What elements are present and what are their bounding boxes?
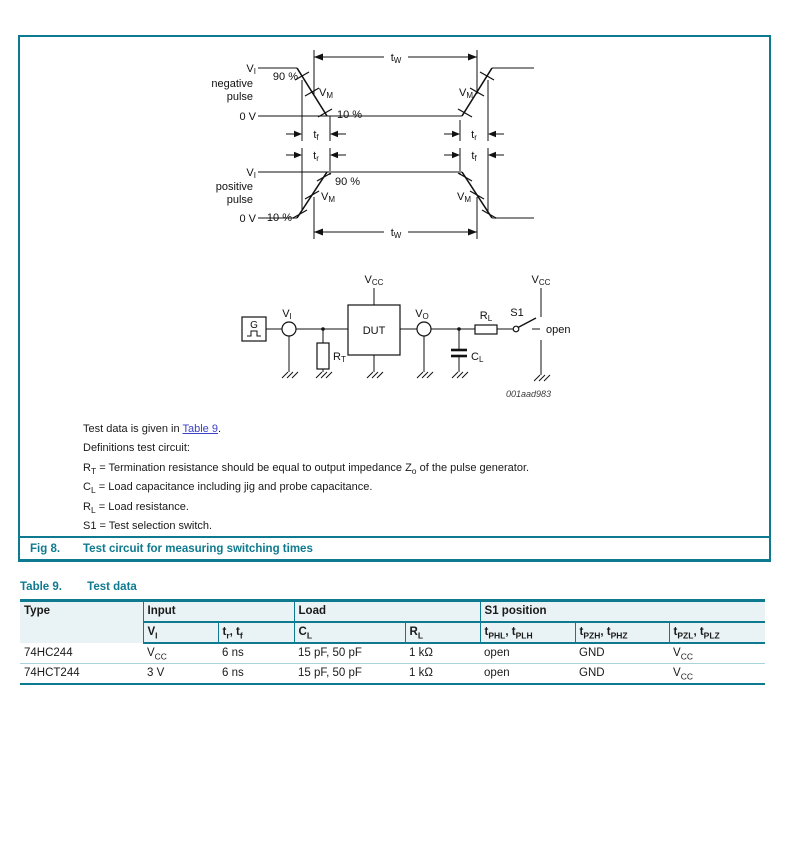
table-9-section: [20, 581, 765, 685]
cell-rl: 1 kΩ: [405, 664, 480, 685]
cl-capacitor: [451, 350, 467, 356]
header-tpzh-tphz: $t_{PZH}$, $t_{PHZ}$: [575, 622, 669, 643]
pct10-label-neg: 10 %: [337, 109, 363, 121]
positive-label: positive: [215, 181, 253, 193]
zero-volt-label-neg: 0 V: [239, 111, 256, 123]
test-circuit-diagram: [20, 37, 769, 415]
negative-pulse-label: pulse: [226, 91, 253, 103]
cell-vi: $V_{CC}$: [143, 643, 218, 664]
table-title-number: Table 9.: [20, 581, 62, 593]
vm-label-neg-rise: VM: [458, 87, 473, 100]
header-tr-tf: $t_r$, $t_f$: [218, 622, 294, 643]
tr-label-neg: tr: [471, 129, 477, 142]
cell-tr-tf: 6 ns: [218, 643, 294, 664]
note-text: .: [217, 423, 222, 435]
test-circuit-schematic: [242, 274, 570, 399]
ground-icon: [367, 372, 383, 378]
header-vi: $V_I$: [143, 622, 218, 643]
header-tpzl-tplz: $t_{PZL}$, $t_{PLZ}$: [669, 622, 765, 643]
rt-label: RT: [333, 351, 346, 364]
cell-tpzh: GND: [575, 664, 669, 685]
cell-tphl: open: [480, 643, 575, 664]
note-cl: $C_L$ = Load capacitance including jig and probe capacitance.: [83, 481, 373, 496]
cell-type: 74HC244: [20, 643, 143, 664]
cell-vi: 3 V: [143, 664, 218, 685]
table-group-header-row: [20, 601, 765, 623]
rt-resistor: [317, 343, 329, 369]
negative-label: negative: [211, 78, 253, 90]
figure-8-box: [18, 35, 771, 562]
tf-label-neg: tf: [313, 129, 319, 142]
vm-label-pos-rise: VM: [321, 191, 336, 204]
note-definitions: Definitions test circuit:: [83, 442, 190, 455]
dut-label: DUT: [362, 325, 386, 337]
pct90-label-pos: 90 %: [335, 176, 361, 188]
header-tphl-tplh: $t_{PHL}$, $t_{PLH}$: [480, 622, 575, 643]
table-title: [20, 581, 765, 593]
table-row: [20, 643, 765, 664]
header-rl: $R_L$: [405, 622, 480, 643]
ground-icon: [316, 372, 332, 378]
test-data-table: [20, 599, 765, 685]
header-s1-position: S1 position: [480, 601, 765, 623]
pct10-label-pos: 10 %: [266, 212, 292, 224]
vm-label-pos-fall: VM: [456, 191, 471, 204]
figure-watermark: 001aad983: [506, 389, 552, 399]
tw-label-neg: tW: [390, 52, 402, 65]
ground-icon: [282, 372, 298, 378]
figure-caption-number: Fig 8.: [30, 542, 61, 555]
header-input: Input: [143, 601, 294, 623]
ground-icon: [417, 372, 433, 378]
vo-probe: [417, 322, 431, 336]
note-rl: $R_L$ = Load resistance.: [83, 500, 189, 515]
cell-cl: 15 pF, 50 pF: [294, 643, 405, 664]
s1-switch-blade: [518, 318, 536, 328]
header-load: Load: [294, 601, 480, 623]
cell-tpzl: $V_{CC}$: [669, 664, 765, 685]
note-rt: $R_T$ = Termination resistance should be equal to output impedance $Z_o$ of the pulse generator.: [83, 461, 530, 476]
pct90-label-neg: 90 %: [272, 71, 298, 83]
s1-label: S1: [510, 307, 524, 319]
cell-tphl: open: [480, 664, 575, 685]
note-s1: S1 = Test selection switch.: [83, 520, 213, 533]
tf-label-pos: tf: [471, 150, 477, 163]
figure-caption-text: Test circuit for measuring switching times: [83, 542, 313, 555]
vcc-label-dut: VCC: [364, 274, 384, 287]
negative-pulse-waveform: [211, 50, 534, 142]
tw-label-pos: tW: [390, 227, 402, 240]
generator-label: G: [250, 320, 258, 331]
vcc-label-s1: VCC: [531, 274, 551, 287]
cell-cl: 15 pF, 50 pF: [294, 664, 405, 685]
rl-label: RL: [479, 310, 493, 323]
vm-label-neg-fall: VM: [319, 87, 334, 100]
vi-probe: [282, 322, 296, 336]
cell-rl: 1 kΩ: [405, 643, 480, 664]
header-cl: $C_L$: [294, 622, 405, 643]
cell-tpzh: GND: [575, 643, 669, 664]
figure-notes: [83, 420, 769, 536]
ground-icon: [534, 375, 550, 381]
table-9-link[interactable]: Table 9: [182, 423, 218, 435]
note-test-data: [83, 420, 769, 439]
table-title-text: Test data: [87, 581, 137, 593]
tr-label-pos: tr: [313, 150, 319, 163]
zero-volt-label-pos: 0 V: [239, 213, 256, 225]
positive-pulse-waveform: [216, 148, 534, 240]
open-label: open: [546, 324, 571, 336]
rl-resistor: [475, 325, 497, 334]
vi-label-pos: VI: [246, 167, 256, 180]
ground-icon: [452, 372, 468, 378]
figure-caption: [20, 536, 769, 559]
vi-label-neg: VI: [246, 63, 256, 76]
vo-probe-label: VO: [415, 308, 429, 321]
vi-probe-label: VI: [282, 308, 292, 321]
cl-label: CL: [471, 351, 484, 364]
cell-type: 74HCT244: [20, 664, 143, 685]
header-type: Type: [20, 601, 143, 644]
positive-pulse-label: pulse: [226, 194, 253, 206]
cell-tpzl: $V_{CC}$: [669, 643, 765, 664]
cell-tr-tf: 6 ns: [218, 664, 294, 685]
note-text: Test data is given in: [83, 423, 183, 435]
table-row: [20, 664, 765, 685]
